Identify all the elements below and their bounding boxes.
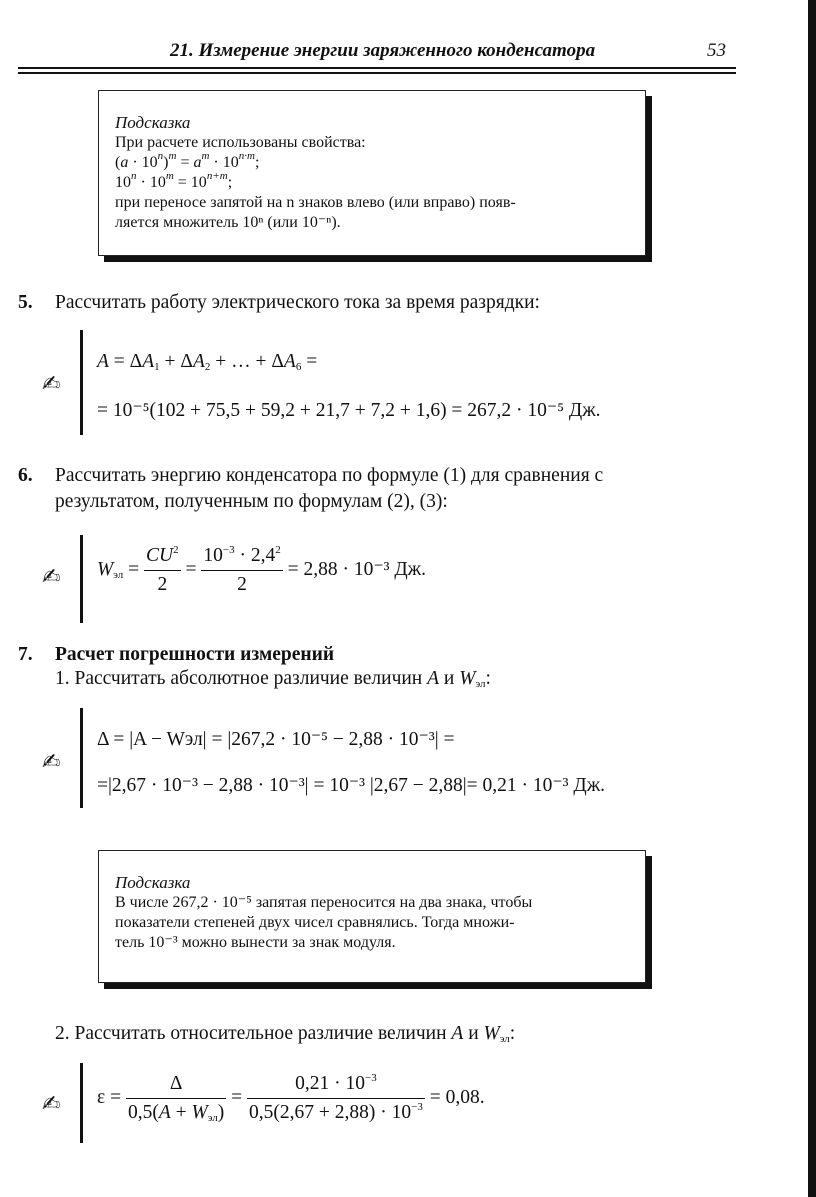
header-rule [18, 67, 736, 69]
step-text: Рассчитать работу электрического тока за время разрядки: [55, 292, 540, 313]
hint-title: Подсказка [115, 873, 191, 892]
running-header-title: 21. Измерение энергии заряженного конденсатора [170, 40, 596, 61]
calc-bar [80, 535, 83, 623]
hint-title: Подсказка [115, 113, 191, 132]
step-number: 7. [18, 644, 33, 665]
abs-diff-line2: =|2,67 · 10⁻³ − 2,88 · 10⁻³| = 10⁻³ |2,67 − 2,88|= 0,21 · 10⁻³ Дж. [97, 775, 606, 796]
pen-icon: ✍ [42, 750, 61, 775]
relative-diff-result: = 0,08. [429, 1086, 485, 1108]
hint-formula-product: $10^n \cdot 10^m = 10^{n+m}$; [115, 170, 233, 191]
hint-line: ляется множитель 10ⁿ (или 10⁻ⁿ). [115, 214, 341, 231]
step-text: Рассчитать энергию конденсатора по формуле (1) для сравнения с [55, 465, 604, 486]
pen-icon: ✍ [42, 372, 61, 397]
calc-bar [80, 1063, 83, 1143]
fraction-cu2: $\frac{CU^2}{2}$ [146, 544, 179, 595]
hint-line: тель 10⁻³ можно вынести за знак модуля. [115, 934, 396, 951]
page-number: 53 [707, 40, 726, 61]
relative-diff-formula: ε = $\frac{\Delta}{0,5(A + W_{эл})}$ = $\frac{0,21 \cdot 10^{-3}}{0,5(2,67 + 2,88) \cdot 10^{-3}}$ = 0,08. [97, 1072, 485, 1124]
fraction-delta: $\frac{\Delta}{0,5(A + W_{эл})}$ [127, 1073, 225, 1124]
fraction-numeric: $\frac{10^{-3} \cdot 2,4^2}{2}$ [203, 544, 281, 595]
hint-formula-power: $(a \cdot 10^n)^m = a^m \cdot 10^{n\cdot m}$; [115, 150, 260, 171]
substep-text: 2. Рассчитать относительное различие величин A и $W_{эл}$: [55, 1023, 516, 1045]
substep-text: 1. Рассчитать абсолютное различие величин A и $W_{эл}$: [55, 668, 491, 690]
step-number: 5. [18, 292, 33, 313]
section-title: Расчет погрешности измерений [55, 644, 335, 665]
fraction-relative-numeric: $\frac{0,21 \cdot 10^{-3}}{0,5(2,67 + 2,88) \cdot 10^{-3}}$ [249, 1072, 423, 1123]
work-sum-formula: $A = \Delta A_1 + \Delta A_2$ + … + $\Delta A_6$ = [97, 351, 318, 373]
header-rule [18, 72, 736, 74]
hint-line: При расчете использованы свойства: [115, 134, 366, 151]
hint-box-2 [98, 850, 646, 983]
hint-line: при переносе запятой на n знаков влево (или вправо) появ- [115, 194, 516, 211]
page-edge-bar [808, 0, 816, 1197]
calc-bar [80, 708, 83, 808]
energy-result: = 2,88 · 10⁻³ Дж. [287, 558, 426, 580]
step-text: результатом, полученным по формулам (2), (3): [55, 491, 448, 512]
step-number: 6. [18, 465, 33, 486]
work-sum-result: = 10⁻⁵(102 + 75,5 + 59,2 + 21,7 + 7,2 + 1,6) = 267,2 · 10⁻⁵ Дж. [97, 400, 601, 421]
hint-line: В числе 267,2 · 10⁻⁵ запятая переносится на два знака, чтобы [115, 894, 533, 911]
calc-bar [80, 330, 83, 435]
pen-icon: ✍ [42, 1092, 61, 1117]
energy-formula: $W_{эл}$ = $\frac{CU^2}{2}$ = $\frac{10^{-3} \cdot 2,4^2}{2}$ = 2,88 · 10⁻³ Дж. [97, 544, 426, 595]
hint-line: показатели степеней двух чисел сравнялись. Тогда множи- [115, 914, 515, 931]
pen-icon: ✍ [42, 565, 61, 590]
abs-diff-line1: Δ = |A − Wэл| = |267,2 · 10⁻⁵ − 2,88 · 10⁻³| = [97, 729, 455, 750]
hint-box-1 [98, 90, 646, 256]
